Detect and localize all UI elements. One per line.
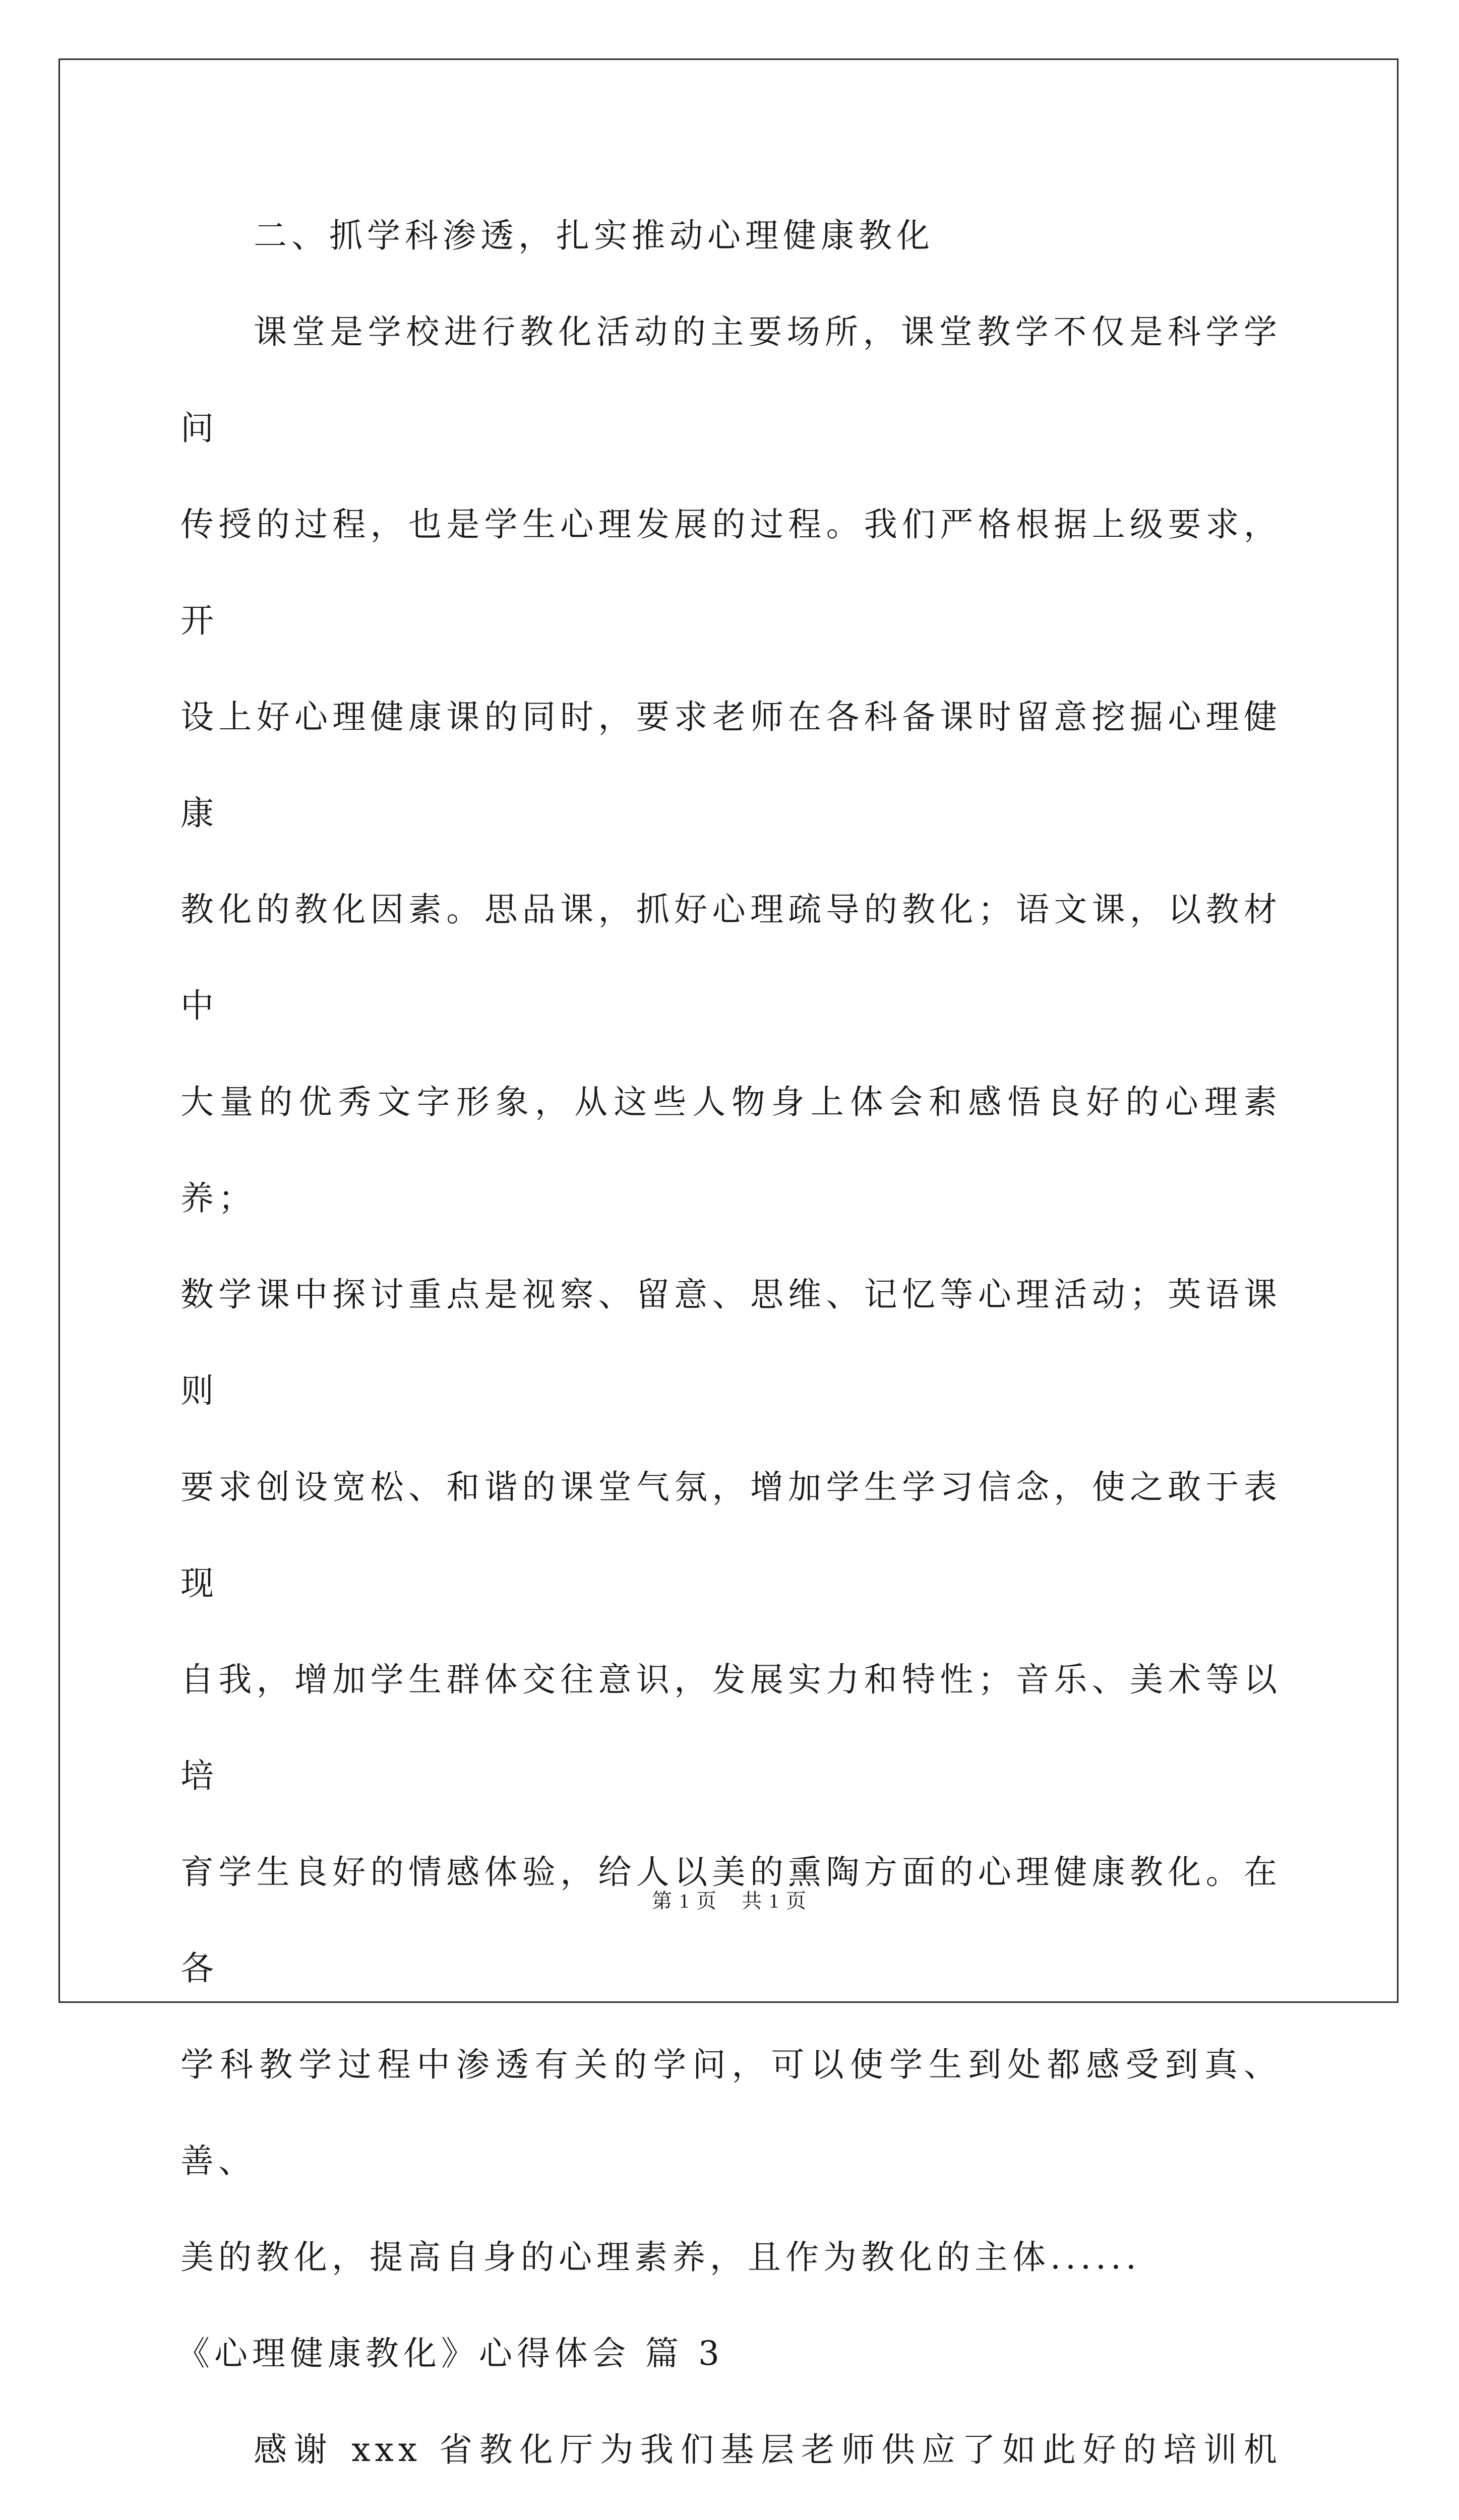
section-heading: 二、抓学科渗透，扎实推动心理健康教化 bbox=[254, 216, 934, 255]
paragraph-line: 课堂是学校进行教化活动的主要场所，课堂教学不仅是科学学问 bbox=[180, 312, 1282, 448]
paragraph-line: 设上好心理健康课的同时，要求老师在各科备课时留意挖掘心理健康 bbox=[180, 698, 1282, 833]
paragraph-line: 育学生良好的情感体验，给人以美的熏陶方面的心理健康教化。在各 bbox=[180, 1853, 1282, 1988]
paragraph-line: 学科教学过程中渗透有关的学问，可以使学生到处都感受到真、善、 bbox=[180, 2045, 1282, 2180]
article-title: 《心理健康教化》心得体会 篇 3 bbox=[176, 2334, 724, 2373]
paragraph-line: 大量的优秀文字形象，从这些人物身上体会和感悟良好的心理素养； bbox=[180, 1083, 1282, 1218]
paragraph-line: 自我，增加学生群体交往意识，发展实力和特性；音乐、美术等以培 bbox=[180, 1660, 1282, 1795]
paragraph-2 bbox=[180, 2402, 1282, 2520]
page-total: 共 1 页 bbox=[742, 1889, 807, 1912]
page-number: 第 1 页 bbox=[652, 1889, 717, 1912]
paragraph-line: 感谢 xxx 省教化厅为我们基层老师供应了如此好的培训机 bbox=[254, 2430, 1282, 2469]
paragraph-1 bbox=[180, 284, 1282, 2305]
paragraph-line: 要求创设宽松、和谐的课堂气氛，增加学生学习信念，使之敢于表现 bbox=[180, 1468, 1282, 1603]
paragraph-line: 传授的过程，也是学生心理发展的过程。我们严格根据上级要求，开 bbox=[180, 505, 1282, 640]
document-body bbox=[176, 187, 1282, 2520]
paragraph-line: 数学课中探讨重点是视察、留意、思维、记忆等心理活动；英语课则 bbox=[180, 1275, 1282, 1410]
paragraph-line: 美的教化，提高自身的心理素养，且作为教化的主体...... bbox=[180, 2238, 1141, 2277]
page-footer bbox=[0, 1885, 1459, 1914]
paragraph-line: 教化的教化因素。思品课，抓好心理疏导的教化；语文课，以教材中 bbox=[180, 890, 1282, 1025]
